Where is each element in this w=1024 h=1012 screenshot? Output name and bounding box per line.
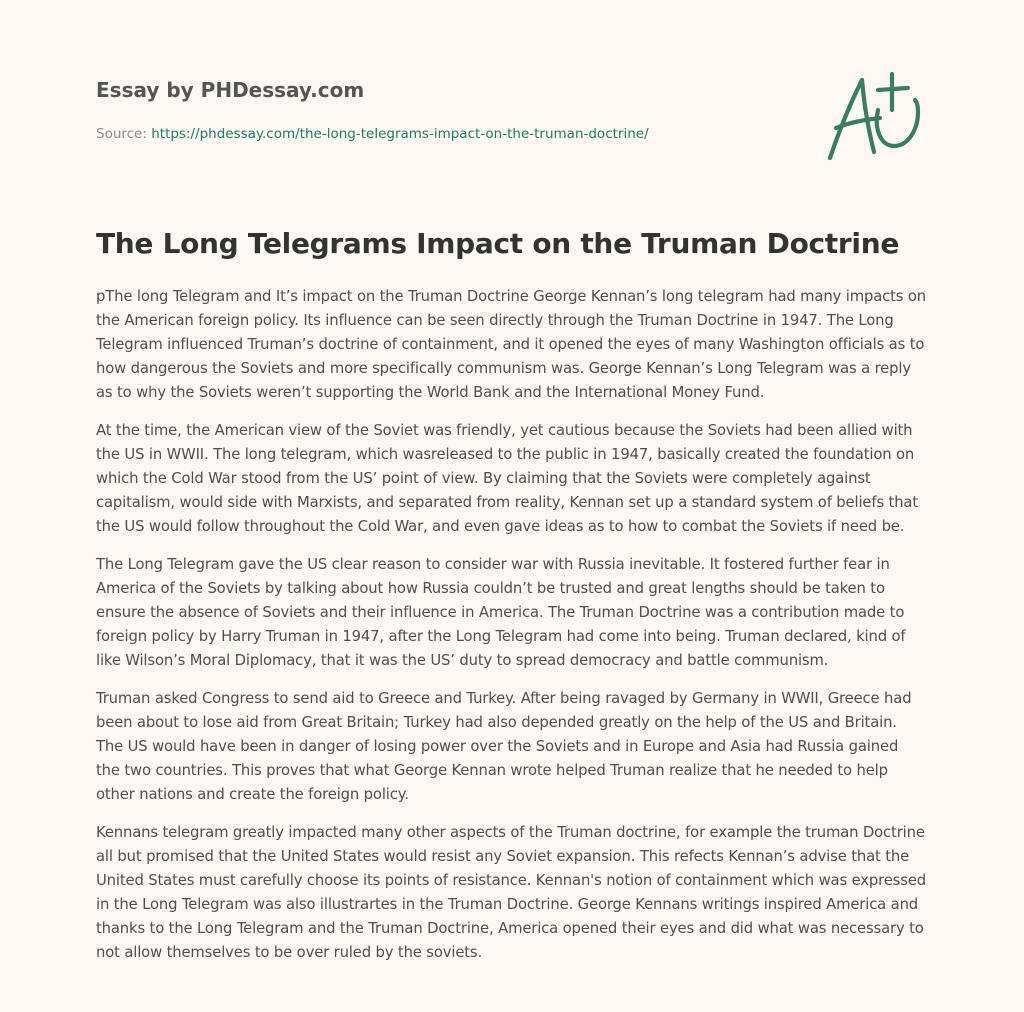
page-header bbox=[96, 76, 796, 144]
a-plus-logo-icon bbox=[822, 68, 928, 164]
source-link[interactable]: https://phdessay.com/the-long-telegrams-impact-on-the-truman-doctrine/ bbox=[151, 126, 649, 142]
essay-body bbox=[96, 285, 926, 979]
essay-paragraph: Truman asked Congress to send aid to Greece and Turkey. After being ravaged by Germany in WWII, Greece had been about to lose aid from Great Britain; Turkey had also depended greatly on the help of the US and Britain. The US would have been in danger of losing power over the Soviets and in Europe and Asia had Russia gained the two countries. This proves that what George Kennan wrote helped Truman realize that he needed to help other nations and create the foreign policy. bbox=[96, 690, 912, 803]
essay-paragraph: At the time, the American view of the Soviet was friendly, yet cautious because the Soviets had been allied with the US in WWII. The long telegram, which wasreleased to the public in 1947, basically created the foundation on which the Cold War stood from the US’ point of view. By claiming that the Soviets were completely against capitalism, would side with Marxists, and separated from reality, Kennan set up a standard system of beliefs that the US would follow throughout the Cold War, and even gave ideas as to how to combat the Soviets if need be. bbox=[96, 422, 919, 535]
essay-paragraph: The Long Telegram gave the US clear reason to consider war with Russia inevitable. It fostered further fear in America of the Soviets by talking about how Russia couldn’t be trusted and great lengths should be taken to ensure the absence of Soviets and their influence in America. The Truman Doctrine was a contribution made to foreign policy by Harry Truman in 1947, after the Long Telegram had come into being. Truman declared, kind of like Wilson’s Moral Diplomacy, that it was the US’ duty to spread democracy and battle communism. bbox=[96, 556, 906, 669]
source-line bbox=[96, 124, 796, 144]
site-title: Essay by PHDessay.com bbox=[96, 78, 365, 102]
source-label: Source: bbox=[96, 126, 147, 142]
essay-paragraph: pThe long Telegram and It’s impact on the Truman Doctrine George Kennan’s long telegram had many impacts on the American foreign policy. Its influence can be seen directly through the Truman Doctrine in 1947. The Long Telegram influenced Truman’s doctrine of containment, and it opened the eyes of many Washington officials as to how dangerous the Soviets and more specifically communism was. George Kennan’s Long Telegram was a reply as to why the Soviets weren’t supporting the World Bank and the International Money Fund. bbox=[96, 288, 927, 401]
essay-paragraph: Kennans telegram greatly impacted many other aspects of the Truman doctrine, for example the truman Doctrine all but promised that the United States would resist any Soviet expansion. This refects Kennan’s advise that the United States must carefully choose its points of resistance. Kennan's notion of containment which was expressed in the Long Telegram was also illustrartes in the Truman Doctrine. George Kennans writings inspired America and thanks to the Long Telegram and the Truman Doctrine, America opened their eyes and did what was necessary to not allow themselves to be over ruled by the soviets. bbox=[96, 824, 926, 961]
essay-title: The Long Telegrams Impact on the Truman Doctrine bbox=[96, 227, 900, 260]
